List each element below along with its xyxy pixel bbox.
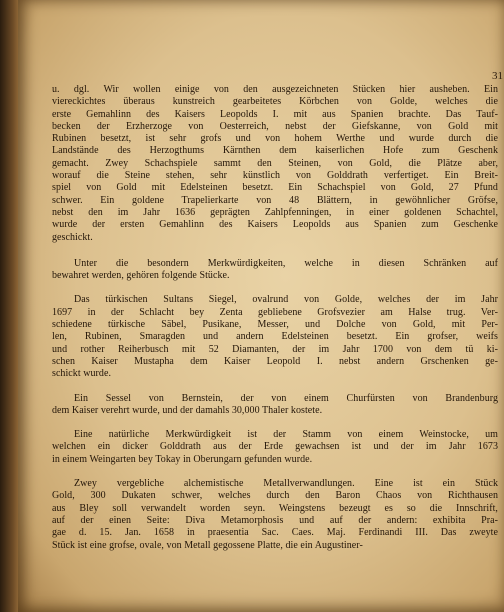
text-line: gemacht. Zwey Schachspiele sammt den Steinen, von Gold, die Plätze aber, bbox=[52, 157, 498, 169]
text-line: Rubinen besetzt, ist sehr grofs und von hohem Werthe und wurde durch die bbox=[52, 133, 498, 145]
text-line: welchen ein dicker Golddrath aus der Erde gewachsen ist und der im Jahr 1673 bbox=[52, 441, 498, 453]
text-line: schwer. Ein goldene Trapelierkarte von 48 Blättern, in gewöhnlicher Gröfse, bbox=[52, 194, 498, 206]
text-line: schiedene türkische Säbel, Pusikane, Messer, und Dolche von Gold, mit Per- bbox=[52, 319, 498, 331]
paragraph-2 bbox=[52, 258, 498, 283]
text-line: aus Bley soll verwandelt worden seyn. Weingstens bezeugt es so die Innschrift, bbox=[52, 502, 498, 514]
text-line: spiel von Gold mit Edelsteinen besetzt. Ein Schachspiel von Gold, 27 Pfund bbox=[52, 182, 498, 194]
text-line: gae d. 15. Jan. 1658 in praesentia Sac. Caes. Maj. Ferdinandi III. Das zweyte bbox=[52, 527, 498, 539]
text-line: 1697 in der Schlacht bey Zenta gebliebene Grofsvezier am Halse trug. Ver- bbox=[52, 306, 498, 318]
text-line: u. dgl. Wir wollen einige von den ausgezeichneten Stücken hier ausheben. Ein bbox=[52, 84, 498, 95]
paragraph-3 bbox=[52, 294, 498, 380]
text-line: und rother Reiherbusch mit 52 Diamanten, der im Jahr 1700 von dem tü ki- bbox=[52, 343, 498, 355]
text-line: Ein Sessel von Bernstein, der von einem Churfürsten von Brandenburg bbox=[74, 392, 498, 404]
text-line: auf der einen Seite: Diva Metamorphosis und auf der andern: exhibita Pra- bbox=[52, 514, 498, 526]
text-line: Eine natürliche Merkwürdigkeit ist der Stamm von einem Weinstocke, um bbox=[74, 429, 498, 441]
text-line: bewahret werden, gehören folgende Stücke. bbox=[52, 270, 230, 282]
text-line: nebst den im Jahr 1636 geprägten Zahlpfenningen, in einer goldenen Schachtel, bbox=[52, 206, 498, 218]
text-line: viereckichtes überaus kunstreich gearbeitetes Körbchen von Golde, welches die bbox=[52, 96, 498, 108]
text-line: geschickt. bbox=[52, 231, 93, 243]
page-number: 31 bbox=[492, 70, 503, 82]
page-text bbox=[52, 84, 498, 552]
text-line: Gold, 300 Dukaten schwer, welches durch den Baron Chaos von Richthausen bbox=[52, 490, 498, 502]
paragraph-5 bbox=[52, 429, 498, 466]
text-line: schen Kaiser Mustapha dem Kaiser Leopold I. nebst andern Grschenken ge- bbox=[52, 355, 498, 367]
text-line: wurde der ersten Gemahlinn des Kaisers Leopolds aus Spanien zum Geschenke bbox=[52, 219, 498, 231]
paragraph-1 bbox=[52, 84, 498, 244]
text-line: dem Kaiser verehrt wurde, und der damahls 30,000 Thaler kostete. bbox=[52, 404, 323, 416]
text-line: Zwey vergebliche alchemistische Metallverwandlungen. Eine ist ein Stück bbox=[74, 478, 498, 490]
text-line: len, Rubinen, Smaragden und andern Edelsteinen besetzt. Ein grofser, weifs bbox=[52, 331, 498, 343]
document-page bbox=[18, 0, 504, 612]
paragraph-6 bbox=[52, 478, 498, 552]
text-line: Unter die besondern Merkwürdigkeiten, welche in diesen Schränken auf bbox=[74, 257, 498, 269]
text-line: Landstände des Herzogthums Kärnthen dem kaiserlichen Hofe zum Geschenk bbox=[52, 145, 498, 157]
paragraph-4 bbox=[52, 393, 498, 418]
text-line: becken der Erzherzoge von Oesterreich, nebst der Giefskanne, von Gold mit bbox=[52, 120, 498, 132]
text-line: erste Gemahlinn des Kaisers Leopolds I. mit aus Spanien brachte. Das Tauf- bbox=[52, 108, 498, 120]
text-line: schickt wurde. bbox=[52, 368, 112, 380]
text-line: Stück ist eine grofse, ovale, von Metall gegossene Platte, die ein Augustiner- bbox=[52, 539, 363, 551]
text-line: Das türkischen Sultans Siegel, ovalrund von Golde, welches der im Jahr bbox=[74, 294, 498, 306]
text-line: worauf die Steine stehen, sehr künstlich von Golddrath verfertiget. Ein Breit- bbox=[52, 170, 498, 182]
text-line: in einem Weingarten bey Tokay in Oberungarn gefunden wurde. bbox=[52, 453, 313, 465]
book-spine bbox=[0, 0, 18, 612]
